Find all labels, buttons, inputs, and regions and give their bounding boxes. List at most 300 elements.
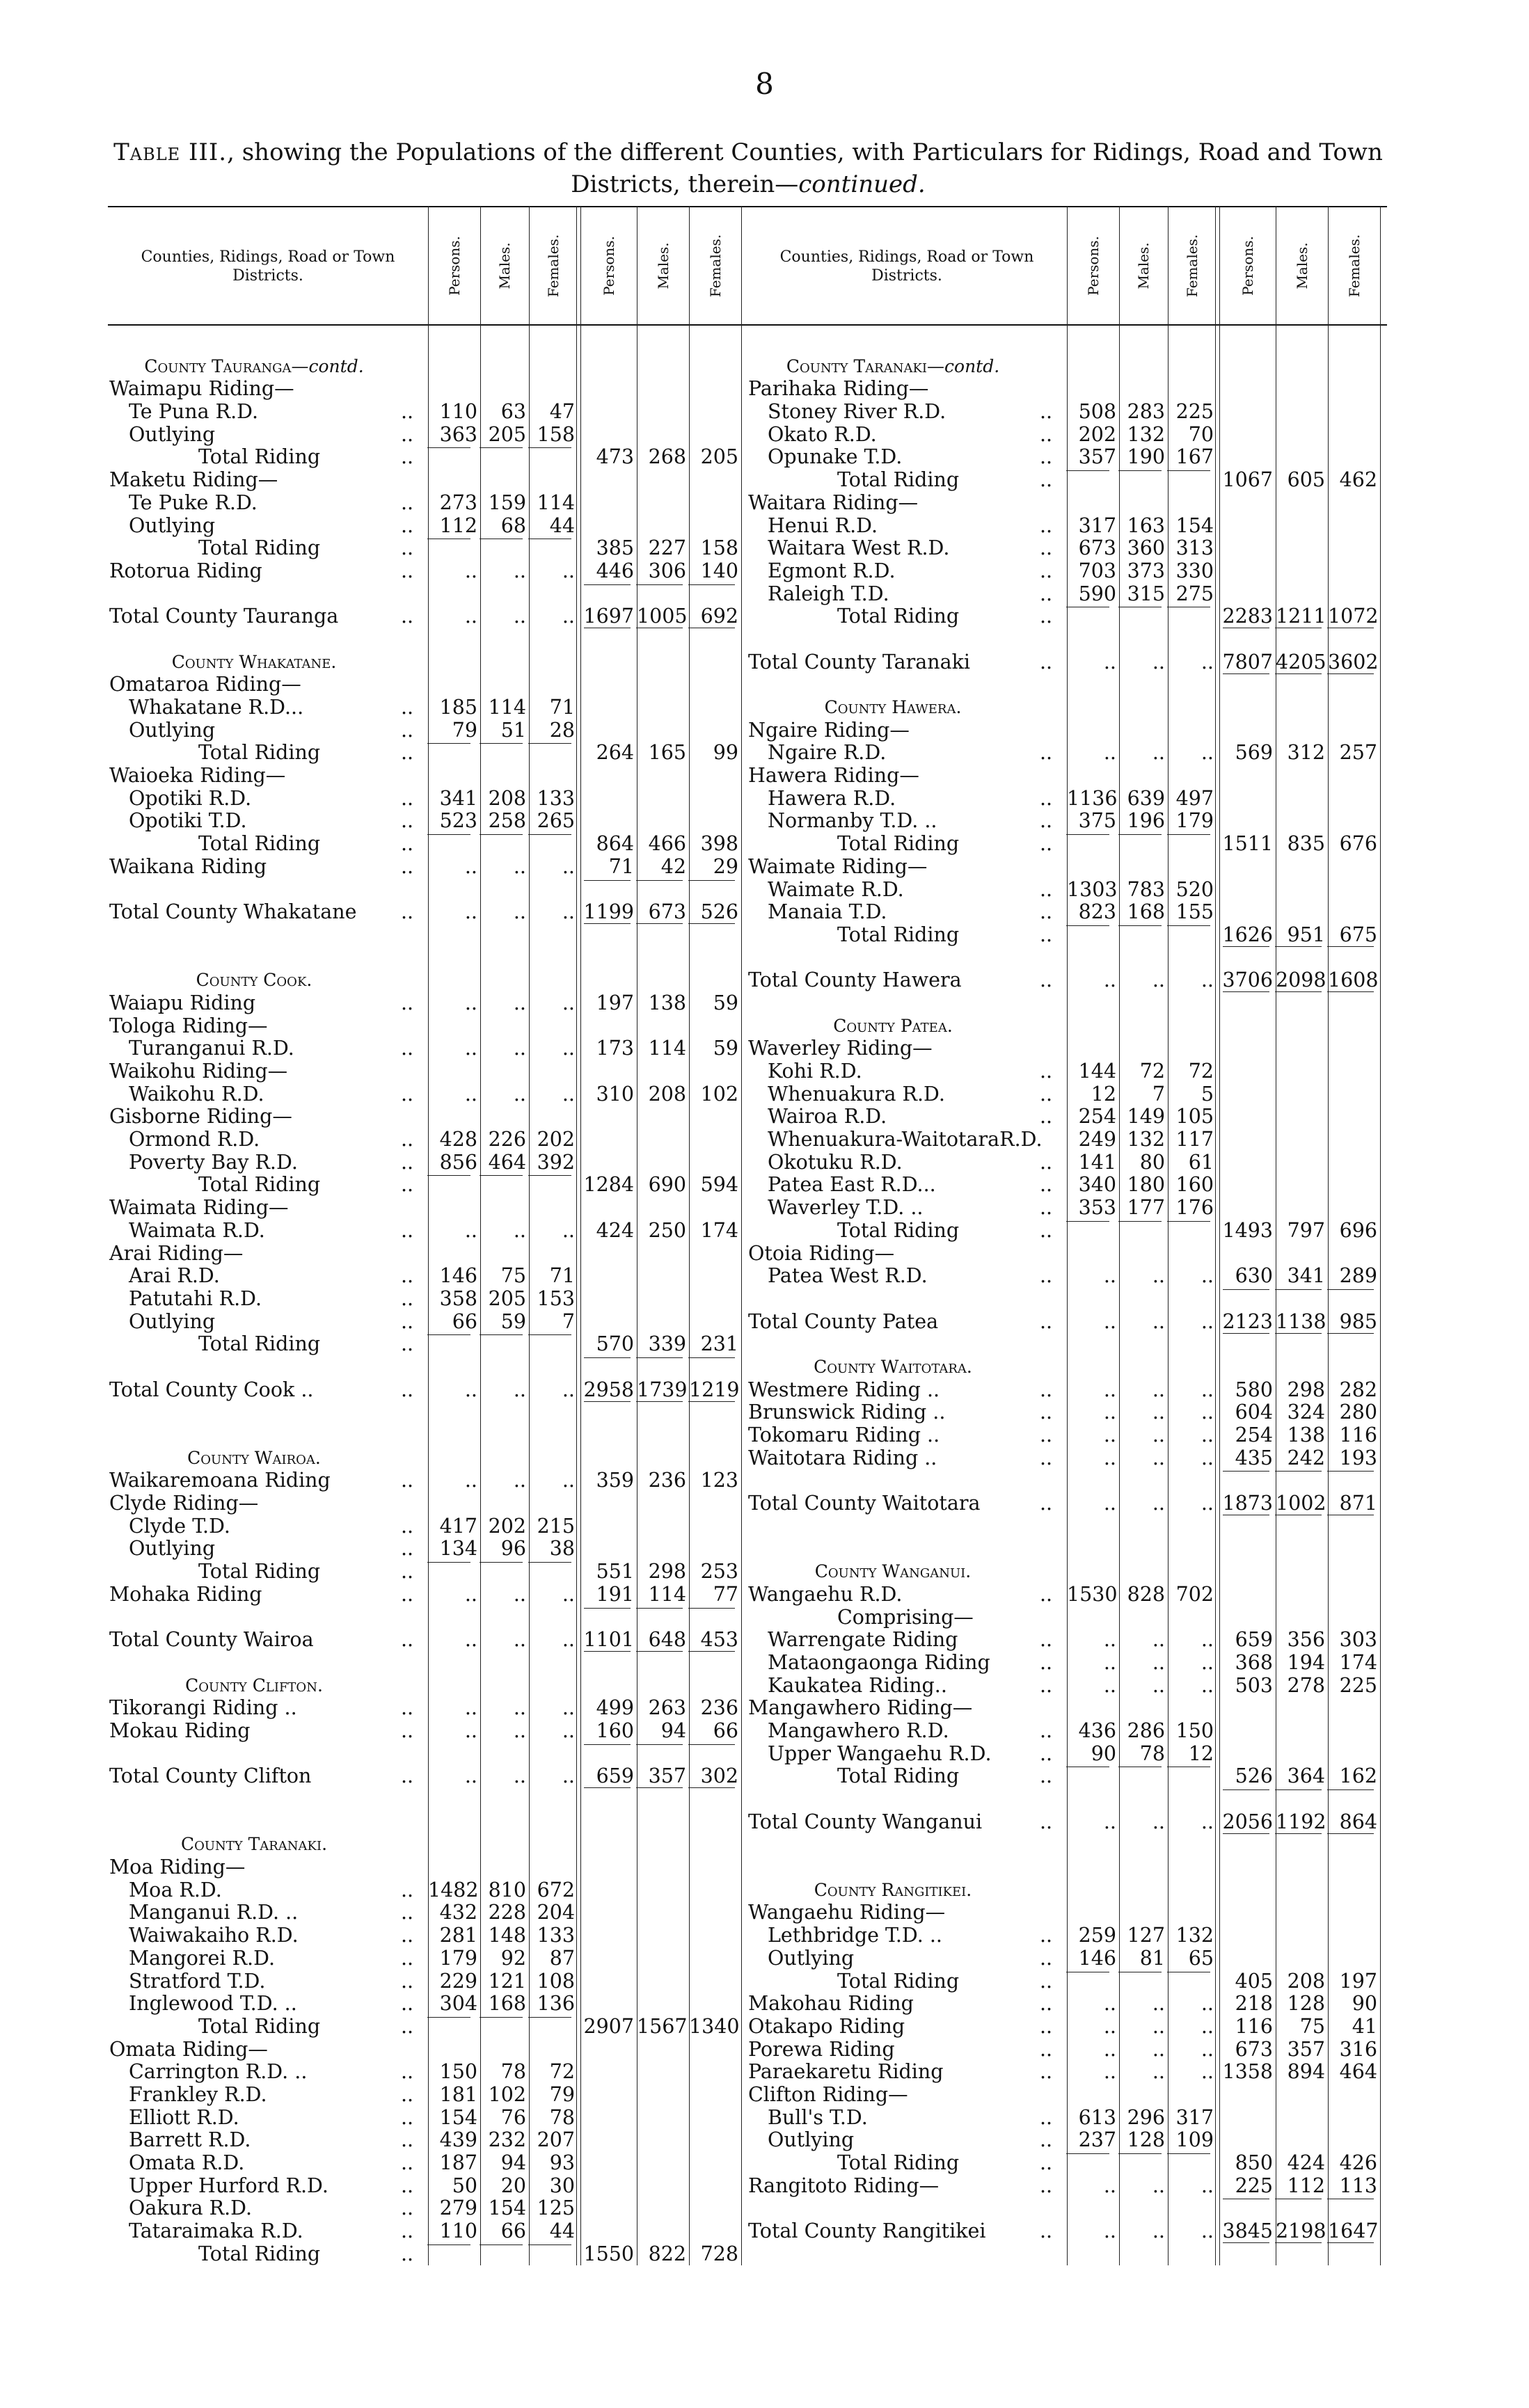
leader-dots: .. xyxy=(1039,2105,1053,2129)
cell-value: 428 xyxy=(439,1128,477,1151)
row-label: Arai R.D. xyxy=(129,1264,220,1288)
cell-value: 446 xyxy=(596,559,634,582)
row-label: Porewa Riding xyxy=(748,2037,895,2061)
leader-dots: .. xyxy=(400,2082,414,2106)
cell-value: 1511 xyxy=(1222,832,1273,856)
leader-dots: .. xyxy=(1039,877,1053,901)
double-column-rule xyxy=(1215,206,1220,2265)
cell-value: 108 xyxy=(537,1969,575,1993)
cell-value: 703 xyxy=(1078,559,1116,582)
cell-value: .. xyxy=(464,1696,477,1720)
row-label: Outlying xyxy=(129,718,216,742)
cell-value: 128 xyxy=(1127,2128,1165,2152)
cell-value: 659 xyxy=(596,1764,634,1788)
cell-value: 424 xyxy=(596,1218,634,1242)
cell-value: 78 xyxy=(1139,1741,1165,1765)
header-males-2: Males. xyxy=(1293,242,1310,289)
row-label: Total Riding xyxy=(198,2014,321,2038)
leader-dots: .. xyxy=(400,1218,414,1242)
cell-value: 79 xyxy=(452,718,477,742)
cell-value: 594 xyxy=(700,1173,738,1197)
cell-value: 1284 xyxy=(583,1173,634,1197)
cell-value: 551 xyxy=(596,1560,634,1584)
cell-value: .. xyxy=(513,1218,526,1242)
cell-value: 951 xyxy=(1287,923,1325,946)
row-label: Waimata R.D. xyxy=(129,1218,265,1242)
cell-value: 473 xyxy=(596,445,634,469)
cell-value: 138 xyxy=(648,991,686,1014)
cell-value: 121 xyxy=(488,1969,526,1993)
cell-value: 102 xyxy=(700,1082,738,1106)
leader-dots: .. xyxy=(400,422,414,446)
cell-value: 435 xyxy=(1235,1446,1273,1469)
cell-value: 237 xyxy=(1078,2128,1116,2152)
cell-value: .. xyxy=(562,1378,575,1401)
cell-value: 436 xyxy=(1078,1719,1116,1742)
cell-value: 226 xyxy=(488,1128,526,1151)
cell-value: .. xyxy=(1201,1810,1214,1833)
leader-dots: .. xyxy=(400,2196,414,2220)
cell-value: 146 xyxy=(439,1264,477,1288)
leader-dots: .. xyxy=(400,559,414,582)
leader-dots: .. xyxy=(1039,1946,1053,1970)
cell-value: 464 xyxy=(1339,2060,1377,2084)
leader-dots: .. xyxy=(1039,2174,1053,2197)
row-label: Mohaka Riding xyxy=(109,1582,262,1606)
cell-value: 281 xyxy=(439,1924,477,1947)
leader-dots: .. xyxy=(1039,513,1053,537)
cell-value: 353 xyxy=(1078,1196,1116,1220)
cell-value: 604 xyxy=(1235,1401,1273,1424)
cell-value: .. xyxy=(1103,1650,1116,1674)
cell-value: 1567 xyxy=(637,2014,688,2038)
cell-value: 258 xyxy=(488,809,526,833)
cell-value: .. xyxy=(513,1082,526,1106)
cell-value: 155 xyxy=(1175,900,1214,924)
cell-value: 1072 xyxy=(1328,605,1379,628)
cell-value: 303 xyxy=(1339,1628,1377,1652)
cell-value: 405 xyxy=(1235,1969,1273,1993)
cell-value: .. xyxy=(1201,1309,1214,1333)
leader-dots: .. xyxy=(400,1332,414,1356)
cell-value: .. xyxy=(1201,1650,1214,1674)
leader-dots: .. xyxy=(1039,741,1053,765)
row-label: Wangaehu R.D. xyxy=(748,1582,903,1606)
leader-dots: .. xyxy=(400,1128,414,1151)
leader-dots: .. xyxy=(400,741,414,765)
cell-value: 59 xyxy=(713,991,738,1014)
cell-value: 202 xyxy=(1078,422,1116,446)
cell-value: 1530 xyxy=(1067,1582,1118,1606)
cell-value: 79 xyxy=(549,2082,575,2106)
cell-value: 278 xyxy=(1287,1673,1325,1697)
row-label: Mangorei R.D. xyxy=(129,1946,276,1970)
cell-value: 1647 xyxy=(1328,2219,1379,2243)
cell-value: 71 xyxy=(608,854,634,878)
cell-value: 1138 xyxy=(1276,1309,1326,1333)
leader-dots: .. xyxy=(1039,1218,1053,1242)
table-title-prefix: Table III. xyxy=(113,138,228,166)
cell-value: .. xyxy=(1152,2060,1165,2084)
cell-value: .. xyxy=(1152,1650,1165,1674)
leader-dots: .. xyxy=(1039,1264,1053,1288)
cell-value: .. xyxy=(513,991,526,1014)
cell-value: 364 xyxy=(1287,1764,1325,1788)
cell-value: 1101 xyxy=(583,1628,634,1652)
cell-value: .. xyxy=(513,1764,526,1788)
leader-dots: .. xyxy=(1039,1992,1053,2016)
row-label: Outlying xyxy=(768,1946,855,1970)
cell-value: 330 xyxy=(1175,559,1214,582)
row-label: Total Riding xyxy=(837,605,960,628)
cell-value: 102 xyxy=(488,2082,526,2106)
cell-value: .. xyxy=(1201,2060,1214,2084)
row-label: Manaia T.D. xyxy=(768,900,887,924)
leader-dots: .. xyxy=(1039,2128,1053,2152)
cell-value: 87 xyxy=(549,1946,575,1970)
row-label: Waioeka Riding— xyxy=(109,764,286,788)
row-label: Patutahi R.D. xyxy=(129,1286,262,1310)
cell-value: 280 xyxy=(1339,1401,1377,1424)
row-label: Outlying xyxy=(768,2128,855,2152)
leader-dots: .. xyxy=(1039,1060,1053,1083)
row-label: Whakatane R.D... xyxy=(129,696,304,719)
cell-value: .. xyxy=(1103,968,1116,992)
cell-value: 218 xyxy=(1235,1992,1273,2016)
cell-value: 526 xyxy=(1235,1764,1273,1788)
cell-value: 1493 xyxy=(1222,1218,1273,1242)
county-heading: County Tauranga—contd. xyxy=(144,356,364,376)
leader-dots: .. xyxy=(1039,1650,1053,1674)
row-label: Patea West R.D. xyxy=(768,1264,928,1288)
cell-value: 128 xyxy=(1287,1992,1325,2016)
cell-value: .. xyxy=(562,1218,575,1242)
leader-dots: .. xyxy=(1039,445,1053,469)
cell-value: .. xyxy=(1152,2174,1165,2197)
cell-value: 162 xyxy=(1339,1764,1377,1788)
row-label: Otakapo Riding xyxy=(748,2014,905,2038)
cell-value: 275 xyxy=(1175,582,1214,605)
leader-dots: .. xyxy=(400,1286,414,1310)
cell-value: 508 xyxy=(1078,400,1116,424)
cell-value: 174 xyxy=(700,1218,738,1242)
cell-value: 90 xyxy=(1091,1741,1116,1765)
leader-dots: .. xyxy=(1039,809,1053,833)
row-label: Waverley Riding— xyxy=(748,1037,933,1060)
cell-value: .. xyxy=(1152,1401,1165,1424)
row-label: Stoney River R.D. xyxy=(768,400,946,424)
cell-value: .. xyxy=(464,1582,477,1606)
cell-value: 7 xyxy=(1152,1082,1165,1106)
cell-value: 417 xyxy=(439,1514,477,1538)
header-males-1: Males. xyxy=(496,242,513,289)
cell-value: 78 xyxy=(549,2105,575,2129)
header-persons-1: Persons. xyxy=(1084,236,1102,296)
cell-value: 1340 xyxy=(689,2014,740,2038)
cell-value: .. xyxy=(1152,741,1165,765)
cell-value: .. xyxy=(1201,2174,1214,2197)
column-rule xyxy=(1067,206,1068,2265)
cell-value: 113 xyxy=(1339,2174,1377,2197)
cell-value: 112 xyxy=(439,513,477,537)
cell-value: 165 xyxy=(648,741,686,765)
cell-value: 497 xyxy=(1175,786,1214,810)
leader-dots: .. xyxy=(400,718,414,742)
cell-value: 114 xyxy=(648,1037,686,1060)
cell-value: 154 xyxy=(1175,513,1214,537)
row-label: Turanganui R.D. xyxy=(129,1037,294,1060)
row-label: Outlying xyxy=(129,513,216,537)
cell-value: 2907 xyxy=(583,2014,634,2038)
cell-value: 146 xyxy=(1078,1946,1116,1970)
row-label: Waverley T.D. .. xyxy=(768,1196,924,1220)
cell-value: 228 xyxy=(488,1901,526,1924)
cell-value: 810 xyxy=(488,1878,526,1901)
cell-value: 225 xyxy=(1339,1673,1377,1697)
cell-value: 453 xyxy=(700,1628,738,1652)
cell-value: 180 xyxy=(1127,1173,1165,1197)
leader-dots: .. xyxy=(1039,422,1053,446)
cell-value: 249 xyxy=(1078,1128,1116,1151)
cell-value: 1482 xyxy=(428,1878,479,1901)
cell-value: 77 xyxy=(713,1582,738,1606)
leader-dots: .. xyxy=(400,513,414,537)
county-heading: County Wairoa. xyxy=(187,1447,321,1468)
cell-value: 168 xyxy=(488,1992,526,2016)
row-label: Rangitoto Riding— xyxy=(748,2174,940,2197)
cell-value: 856 xyxy=(439,1150,477,1174)
cell-value: 569 xyxy=(1235,741,1273,765)
cell-value: .. xyxy=(513,605,526,628)
cell-value: 132 xyxy=(1175,1924,1214,1947)
cell-value: 673 xyxy=(1235,2037,1273,2061)
cell-value: 283 xyxy=(1127,400,1165,424)
leader-dots: .. xyxy=(1039,2219,1053,2243)
cell-value: 42 xyxy=(660,854,686,878)
cell-value: 3845 xyxy=(1222,2219,1273,2243)
cell-value: 823 xyxy=(1078,900,1116,924)
cell-value: 50 xyxy=(452,2174,477,2197)
cell-value: 179 xyxy=(1175,809,1214,833)
cell-value: .. xyxy=(1152,2037,1165,2061)
cell-value: 149 xyxy=(1127,1105,1165,1129)
cell-value: 44 xyxy=(549,2219,575,2243)
cell-value: 72 xyxy=(1188,1060,1214,1083)
table-title-suffix: continued. xyxy=(798,170,926,198)
cell-value: 127 xyxy=(1127,1924,1165,1947)
page-number: 8 xyxy=(755,67,774,101)
cell-value: 828 xyxy=(1127,1582,1165,1606)
cell-value: 2283 xyxy=(1222,605,1273,628)
row-label: Manganui R.D. .. xyxy=(129,1901,299,1924)
cell-value: 659 xyxy=(1235,1628,1273,1652)
cell-value: 1739 xyxy=(637,1378,688,1401)
leader-dots: .. xyxy=(400,491,414,514)
cell-value: .. xyxy=(513,1037,526,1060)
county-heading: County Hawera. xyxy=(824,697,962,717)
row-label: Total Riding xyxy=(198,2242,321,2265)
cell-value: 153 xyxy=(537,1286,575,1310)
cell-value: .. xyxy=(562,1764,575,1788)
row-label: Moa R.D. xyxy=(129,1878,222,1901)
cell-value: 154 xyxy=(488,2196,526,2220)
cell-value: 80 xyxy=(1139,1150,1165,1174)
cell-value: .. xyxy=(1201,1424,1214,1446)
row-label: Total Riding xyxy=(198,536,321,560)
cell-value: 462 xyxy=(1339,468,1377,492)
cell-value: 179 xyxy=(439,1946,477,1970)
row-label: Lethbridge T.D. .. xyxy=(768,1924,942,1947)
row-label: Whenuakura-WaitotaraR.D. xyxy=(768,1128,1043,1151)
cell-value: 167 xyxy=(1175,445,1214,469)
cell-value: 296 xyxy=(1127,2105,1165,2129)
cell-value: 196 xyxy=(1127,809,1165,833)
cell-value: 7 xyxy=(562,1309,575,1333)
cell-value: 503 xyxy=(1235,1673,1273,1697)
cell-value: .. xyxy=(1201,650,1214,673)
row-label: Mataongaonga Riding xyxy=(768,1650,990,1674)
cell-value: .. xyxy=(1201,1673,1214,1697)
row-label: Waikaremoana Riding xyxy=(109,1469,331,1492)
cell-value: .. xyxy=(513,1628,526,1652)
row-label: Waimapu Riding— xyxy=(109,377,294,401)
cell-value: 71 xyxy=(549,696,575,719)
row-label: Oakura R.D. xyxy=(129,2196,253,2220)
row-label: Parihaka Riding— xyxy=(748,377,929,401)
row-label: Total Riding xyxy=(837,2151,960,2174)
cell-value: .. xyxy=(1201,2014,1214,2038)
cell-value: 358 xyxy=(439,1286,477,1310)
cell-value: .. xyxy=(464,991,477,1014)
cell-value: 66 xyxy=(452,1309,477,1333)
cell-value: 148 xyxy=(488,1924,526,1947)
row-label: Te Puke R.D. xyxy=(129,491,258,514)
leader-dots: .. xyxy=(1039,1105,1053,1129)
row-label: Waimate R.D. xyxy=(768,877,904,901)
cell-value: .. xyxy=(464,1628,477,1652)
row-label: Total Riding xyxy=(837,468,960,492)
cell-value: 363 xyxy=(439,422,477,446)
leader-dots: .. xyxy=(1039,1924,1053,1947)
cell-value: 871 xyxy=(1339,1492,1377,1515)
leader-dots: .. xyxy=(400,445,414,469)
double-column-rule xyxy=(576,206,581,2265)
cell-value: 570 xyxy=(596,1332,634,1356)
cell-value: 114 xyxy=(537,491,575,514)
cell-value: 133 xyxy=(537,1924,575,1947)
leader-dots: .. xyxy=(400,1378,414,1401)
column-rule xyxy=(428,206,429,2265)
cell-value: .. xyxy=(464,1764,477,1788)
cell-value: 2098 xyxy=(1276,968,1326,992)
leader-dots: .. xyxy=(400,1309,414,1333)
cell-value: 41 xyxy=(1352,2014,1377,2038)
cell-value: 359 xyxy=(596,1469,634,1492)
cell-value: 673 xyxy=(1078,536,1116,560)
row-label: Egmont R.D. xyxy=(768,559,896,582)
cell-value: .. xyxy=(464,1037,477,1060)
cell-value: 464 xyxy=(488,1150,526,1174)
cell-value: 385 xyxy=(596,536,634,560)
cell-value: .. xyxy=(1103,2174,1116,2197)
cell-value: 373 xyxy=(1127,559,1165,582)
row-label: Westmere Riding .. xyxy=(748,1378,940,1401)
cell-value: 317 xyxy=(1175,2105,1214,2129)
row-label: Carrington R.D. .. xyxy=(129,2060,308,2084)
cell-value: 675 xyxy=(1339,923,1377,946)
cell-value: 894 xyxy=(1287,2060,1325,2084)
row-label: Outlying xyxy=(129,1309,216,1333)
cell-value: 116 xyxy=(1235,2014,1273,2038)
leader-dots: .. xyxy=(400,1469,414,1492)
cell-value: .. xyxy=(1103,1309,1116,1333)
cell-value: .. xyxy=(1103,2014,1116,2038)
cell-value: 850 xyxy=(1235,2151,1273,2174)
cell-value: 304 xyxy=(439,1992,477,2016)
cell-value: 236 xyxy=(648,1469,686,1492)
cell-value: 360 xyxy=(1127,536,1165,560)
row-label: Total County Waitotara xyxy=(748,1492,981,1515)
row-label: Ngaire R.D. xyxy=(768,741,887,765)
cell-value: .. xyxy=(562,1696,575,1720)
header-females-1: Females. xyxy=(545,234,562,298)
cell-value: 466 xyxy=(648,832,686,856)
leader-dots: .. xyxy=(400,1037,414,1060)
row-label: Upper Hurford R.D. xyxy=(129,2174,328,2197)
cell-value: 114 xyxy=(648,1582,686,1606)
cell-value: 306 xyxy=(648,559,686,582)
cell-value: 2958 xyxy=(583,1378,634,1401)
leader-dots: .. xyxy=(1039,1150,1053,1174)
cell-value: .. xyxy=(562,1628,575,1652)
cell-value: 144 xyxy=(1078,1060,1116,1083)
cell-value: .. xyxy=(1201,968,1214,992)
cell-value: 205 xyxy=(700,445,738,469)
cell-value: 132 xyxy=(1127,422,1165,446)
cell-value: 231 xyxy=(700,1332,738,1356)
cell-value: 1697 xyxy=(583,605,634,628)
cell-value: 193 xyxy=(1339,1446,1377,1469)
cell-value: 78 xyxy=(500,2060,526,2084)
row-label: Total County Clifton xyxy=(109,1764,312,1788)
header-males-2: Males. xyxy=(654,242,672,289)
cell-value: 1211 xyxy=(1276,605,1326,628)
cell-value: 76 xyxy=(500,2105,526,2129)
cell-value: .. xyxy=(1201,1401,1214,1424)
leader-dots: .. xyxy=(400,1082,414,1106)
cell-value: .. xyxy=(1201,2219,1214,2243)
header-name: Counties, Ridings, Road or Town Districts. xyxy=(779,248,1034,285)
cell-value: .. xyxy=(464,1082,477,1106)
row-label: Total County Taranaki xyxy=(748,650,970,673)
leader-dots: .. xyxy=(1039,400,1053,424)
cell-value: .. xyxy=(1103,2219,1116,2243)
cell-value: 3602 xyxy=(1328,650,1379,673)
row-label: Waikohu R.D. xyxy=(129,1082,264,1106)
row-label: Tokomaru Riding .. xyxy=(748,1424,940,1446)
cell-value: .. xyxy=(1152,1492,1165,1515)
cell-value: 197 xyxy=(1339,1969,1377,1993)
cell-value: .. xyxy=(1103,2060,1116,2084)
cell-value: .. xyxy=(1152,968,1165,992)
county-heading: County Taranaki—contd. xyxy=(786,356,1000,376)
row-label: Gisborne Riding— xyxy=(109,1105,292,1129)
cell-value: 1005 xyxy=(637,605,688,628)
cell-value: 90 xyxy=(1352,1992,1377,2016)
leader-dots: .. xyxy=(1039,1673,1053,1697)
leader-dots: .. xyxy=(400,2151,414,2174)
cell-value: .. xyxy=(1152,1264,1165,1288)
